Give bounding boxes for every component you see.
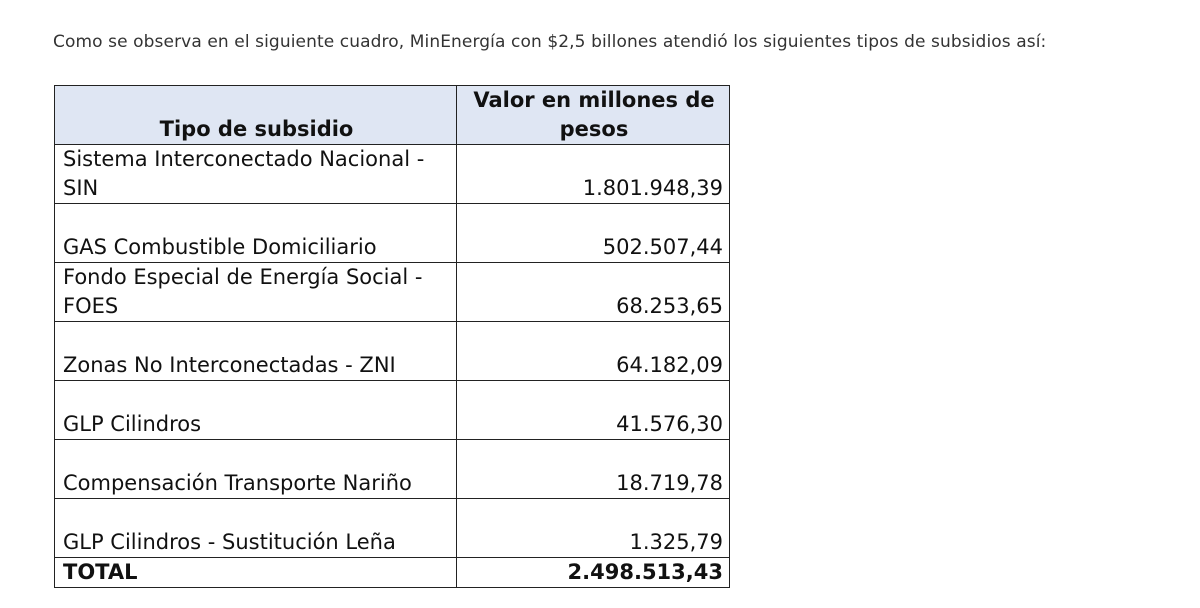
intro-paragraph: Como se observa en el siguiente cuadro, MinEnergía con $2,5 billones atendió los siguientes tipos de subsidios así: bbox=[53, 32, 1047, 52]
row-value: 1.801.948,39 bbox=[457, 145, 730, 204]
total-row bbox=[55, 558, 730, 588]
row-value: 64.182,09 bbox=[457, 322, 730, 381]
row-value: 18.719,78 bbox=[457, 440, 730, 499]
table-row bbox=[55, 440, 730, 499]
row-label: GLP Cilindros bbox=[55, 381, 457, 440]
row-label: GLP Cilindros - Sustitución Leña bbox=[55, 499, 457, 558]
header-value-millions: Valor en millones de pesos bbox=[457, 86, 730, 145]
table-row bbox=[55, 381, 730, 440]
subsidies-table bbox=[54, 85, 730, 588]
row-label: GAS Combustible Domiciliario bbox=[55, 204, 457, 263]
row-value: 1.325,79 bbox=[457, 499, 730, 558]
row-label: Sistema Interconectado Nacional - SIN bbox=[55, 145, 457, 204]
row-label: Zonas No Interconectadas - ZNI bbox=[55, 322, 457, 381]
table-row bbox=[55, 499, 730, 558]
row-value: 41.576,30 bbox=[457, 381, 730, 440]
row-value: 502.507,44 bbox=[457, 204, 730, 263]
header-subsidy-type: Tipo de subsidio bbox=[55, 86, 457, 145]
row-value: 68.253,65 bbox=[457, 263, 730, 322]
table-row bbox=[55, 145, 730, 204]
total-label: TOTAL bbox=[55, 558, 457, 588]
total-value: 2.498.513,43 bbox=[457, 558, 730, 588]
row-label: Fondo Especial de Energía Social - FOES bbox=[55, 263, 457, 322]
table-header-row bbox=[55, 86, 730, 145]
table-row bbox=[55, 263, 730, 322]
row-label: Compensación Transporte Nariño bbox=[55, 440, 457, 499]
table-row bbox=[55, 204, 730, 263]
table-row bbox=[55, 322, 730, 381]
